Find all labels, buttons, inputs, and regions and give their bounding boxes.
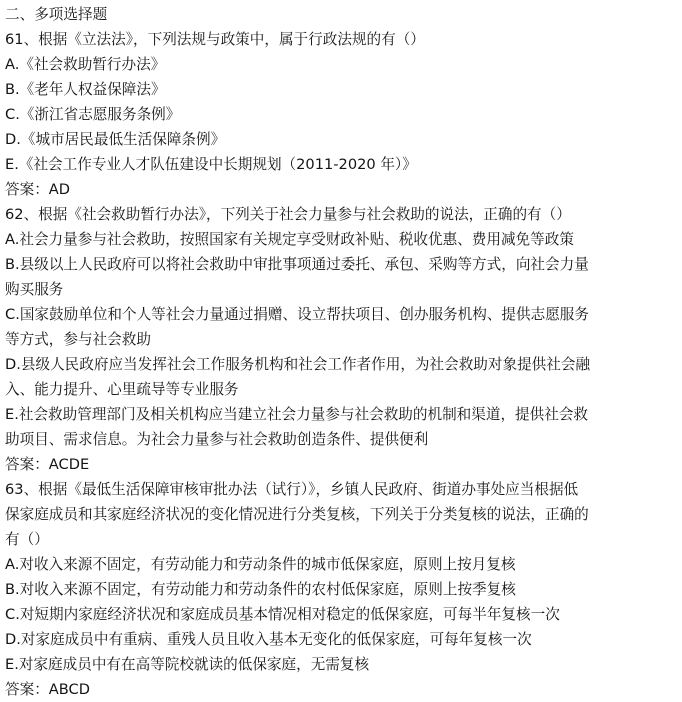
option-e: E.对家庭成员中有在高等院校就读的低保家庭，无需复核 [5,656,370,673]
question-stem-line-1: 63、根据《最低生活保障审核审批办法（试行）》，乡镇人民政府、街道办事处应当根据低 [5,481,579,498]
answer-line [5,452,677,477]
option-b: B.对收入来源不固定，有劳动能力和劳动条件的农村低保家庭，原则上按季复核 [5,581,516,598]
answer-line [5,677,677,702]
option-b-line-2: 购买服务 [5,281,64,298]
answer-value: ACDE [48,456,90,473]
question-61 [5,27,677,202]
question-stem: 61、根据《立法法》，下列法规与政策中，属于行政法规的有（） [5,31,425,48]
option-b-line-1: B.县级以上人民政府可以将社会救助中审批事项通过委托、承包、采购等方式，向社会力量 [5,256,589,273]
answer-label: 答案： [5,681,49,698]
exam-document [5,2,677,702]
answer-line [5,177,677,202]
answer-value: ABCD [48,681,90,698]
option-d: D.《城市居民最低生活保障条例》 [5,131,226,148]
answer-label: 答案： [5,181,49,198]
option-e-line-1: E.社会救助管理部门及相关机构应当建立社会力量参与社会救助的机制和渠道，提供社会救 [5,406,589,423]
option-a: A.社会力量参与社会救助，按照国家有关规定享受财政补贴、税收优惠、费用减免等政策 [5,231,574,248]
option-c-line-2: 等方式，参与社会救助 [5,331,151,348]
answer-value: AD [48,181,71,198]
question-63 [5,477,677,702]
answer-label: 答案： [5,456,49,473]
option-c: C.《浙江省志愿服务条例》 [5,106,181,123]
option-d: D.对家庭成员中有重病、重残人员且收入基本无变化的低保家庭，可每年复核一次 [5,631,532,648]
option-c: C.对短期内家庭经济状况和家庭成员基本情况相对稳定的低保家庭，可每半年复核一次 [5,606,560,623]
option-a: A.对收入来源不固定，有劳动能力和劳动条件的城市低保家庭，原则上按月复核 [5,556,516,573]
option-a: A.《社会救助暂行办法》 [5,56,166,73]
section-title: 二、多项选择题 [5,6,108,23]
question-62 [5,202,677,477]
question-stem-line-3: 有（） [5,531,49,548]
option-d-line-1: D.县级人民政府应当发挥社会工作服务机构和社会工作者作用，为社会救助对象提供社会融 [5,356,591,373]
question-stem-line-2: 保家庭成员和其家庭经济状况的变化情况进行分类复核，下列关于分类复核的说法，正确的 [5,506,589,523]
option-d-line-2: 入、能力提升、心里疏导等专业服务 [5,381,239,398]
option-e: E.《社会工作专业人才队伍建设中长期规划（2011-2020 年）》 [5,156,417,173]
option-b: B.《老年人权益保障法》 [5,81,166,98]
option-e-line-2: 助项目、需求信息。为社会力量参与社会救助创造条件、提供便利 [5,431,429,448]
option-c-line-1: C.国家鼓励单位和个人等社会力量通过捐赠、设立帮扶项目、创办服务机构、提供志愿服务 [5,306,589,323]
question-stem: 62、根据《社会救助暂行办法》，下列关于社会力量参与社会救助的说法，正确的有（） [5,206,571,223]
